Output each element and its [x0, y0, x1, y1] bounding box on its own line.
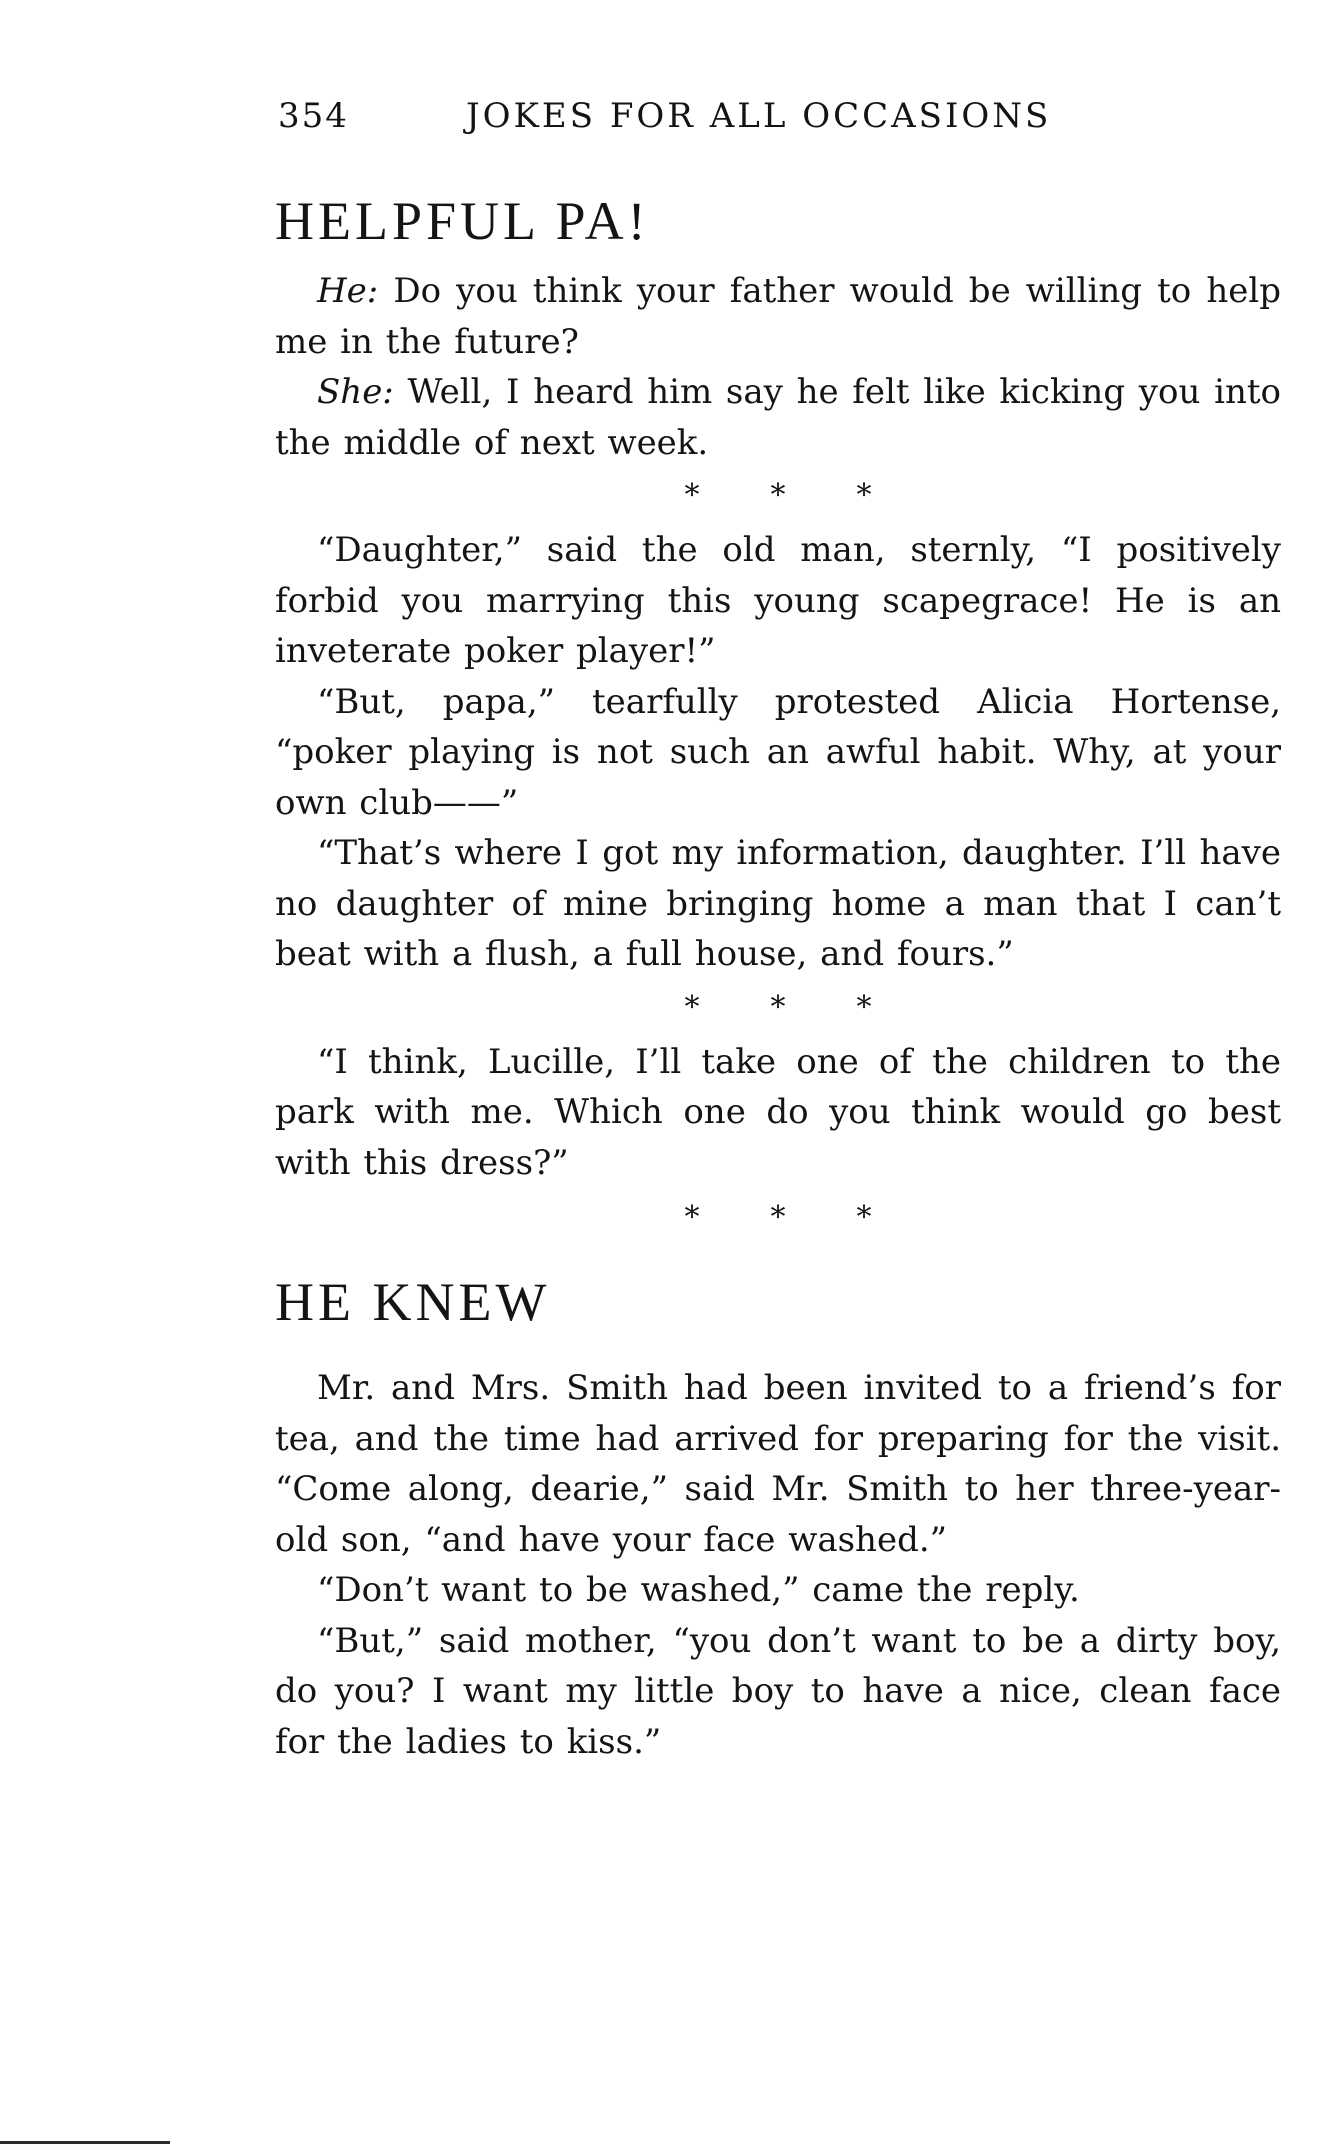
- section-divider: [275, 478, 1281, 513]
- asterisk: *: [770, 989, 786, 1025]
- dialogue-text: Well, I heard him say he felt like kicking you into the middle of next week.: [275, 372, 1281, 463]
- dialogue-she: [275, 367, 1281, 468]
- speaker-label: She:: [317, 372, 394, 412]
- paragraph: “But,” said mother, “you don’t want to be a dirty boy, do you? I want my little boy to have a nice, clean face for the ladies to kiss.”: [275, 1620, 1281, 1762]
- section-title-helpful-pa: HELPFUL PA!: [275, 191, 650, 251]
- paragraph: “But, papa,” tearfully protested Alicia Hortense, “poker playing is not such an awful habit. Why, at your own club——”: [275, 681, 1281, 823]
- asterisk: *: [684, 989, 700, 1025]
- paragraph: “That’s where I got my information, daughter. I’ll have no daughter of mine bringing home a man that I can’t beat with a flush, a full house, and fours.”: [275, 833, 1281, 974]
- paragraph: “Daughter,” said the old man, sternly, “I positively forbid you marrying this young scapegrace! He is an inveterate poker player!”: [275, 530, 1281, 671]
- paragraph: “I think, Lucille, I’ll take one of the children to the park with me. Which one do you think would go best with this dress?”: [275, 1041, 1281, 1183]
- asterisk: *: [684, 478, 700, 513]
- asterisk: *: [770, 478, 786, 513]
- running-head: [278, 96, 1288, 144]
- speaker-label: He:: [317, 271, 379, 311]
- asterisk: *: [684, 1200, 700, 1235]
- page-content: [275, 190, 1281, 1767]
- section-divider: [275, 1200, 1281, 1235]
- page-number: 354: [278, 96, 349, 136]
- dialogue-text: Do you think your father would be willing to help me in the future?: [275, 271, 1282, 362]
- dialogue-he: [275, 266, 1281, 367]
- asterisk: *: [856, 989, 872, 1025]
- bottom-edge-rule: [0, 2141, 170, 2144]
- running-title: JOKES FOR ALL OCCASIONS: [466, 96, 1052, 136]
- section-title-he-knew: HE KNEW: [275, 1272, 551, 1332]
- asterisk: *: [856, 1200, 872, 1235]
- section-divider: [275, 990, 1281, 1025]
- asterisk: *: [770, 1200, 786, 1235]
- paragraph: “Don’t want to be washed,” came the reply.: [317, 1570, 1080, 1610]
- paragraph: Mr. and Mrs. Smith had been invited to a friend’s for tea, and the time had arrived for preparing for the visit. “Come along, dearie,” said Mr. Smith to her three-year-old son, “and have your face washed.”: [275, 1368, 1281, 1560]
- asterisk: *: [856, 478, 872, 513]
